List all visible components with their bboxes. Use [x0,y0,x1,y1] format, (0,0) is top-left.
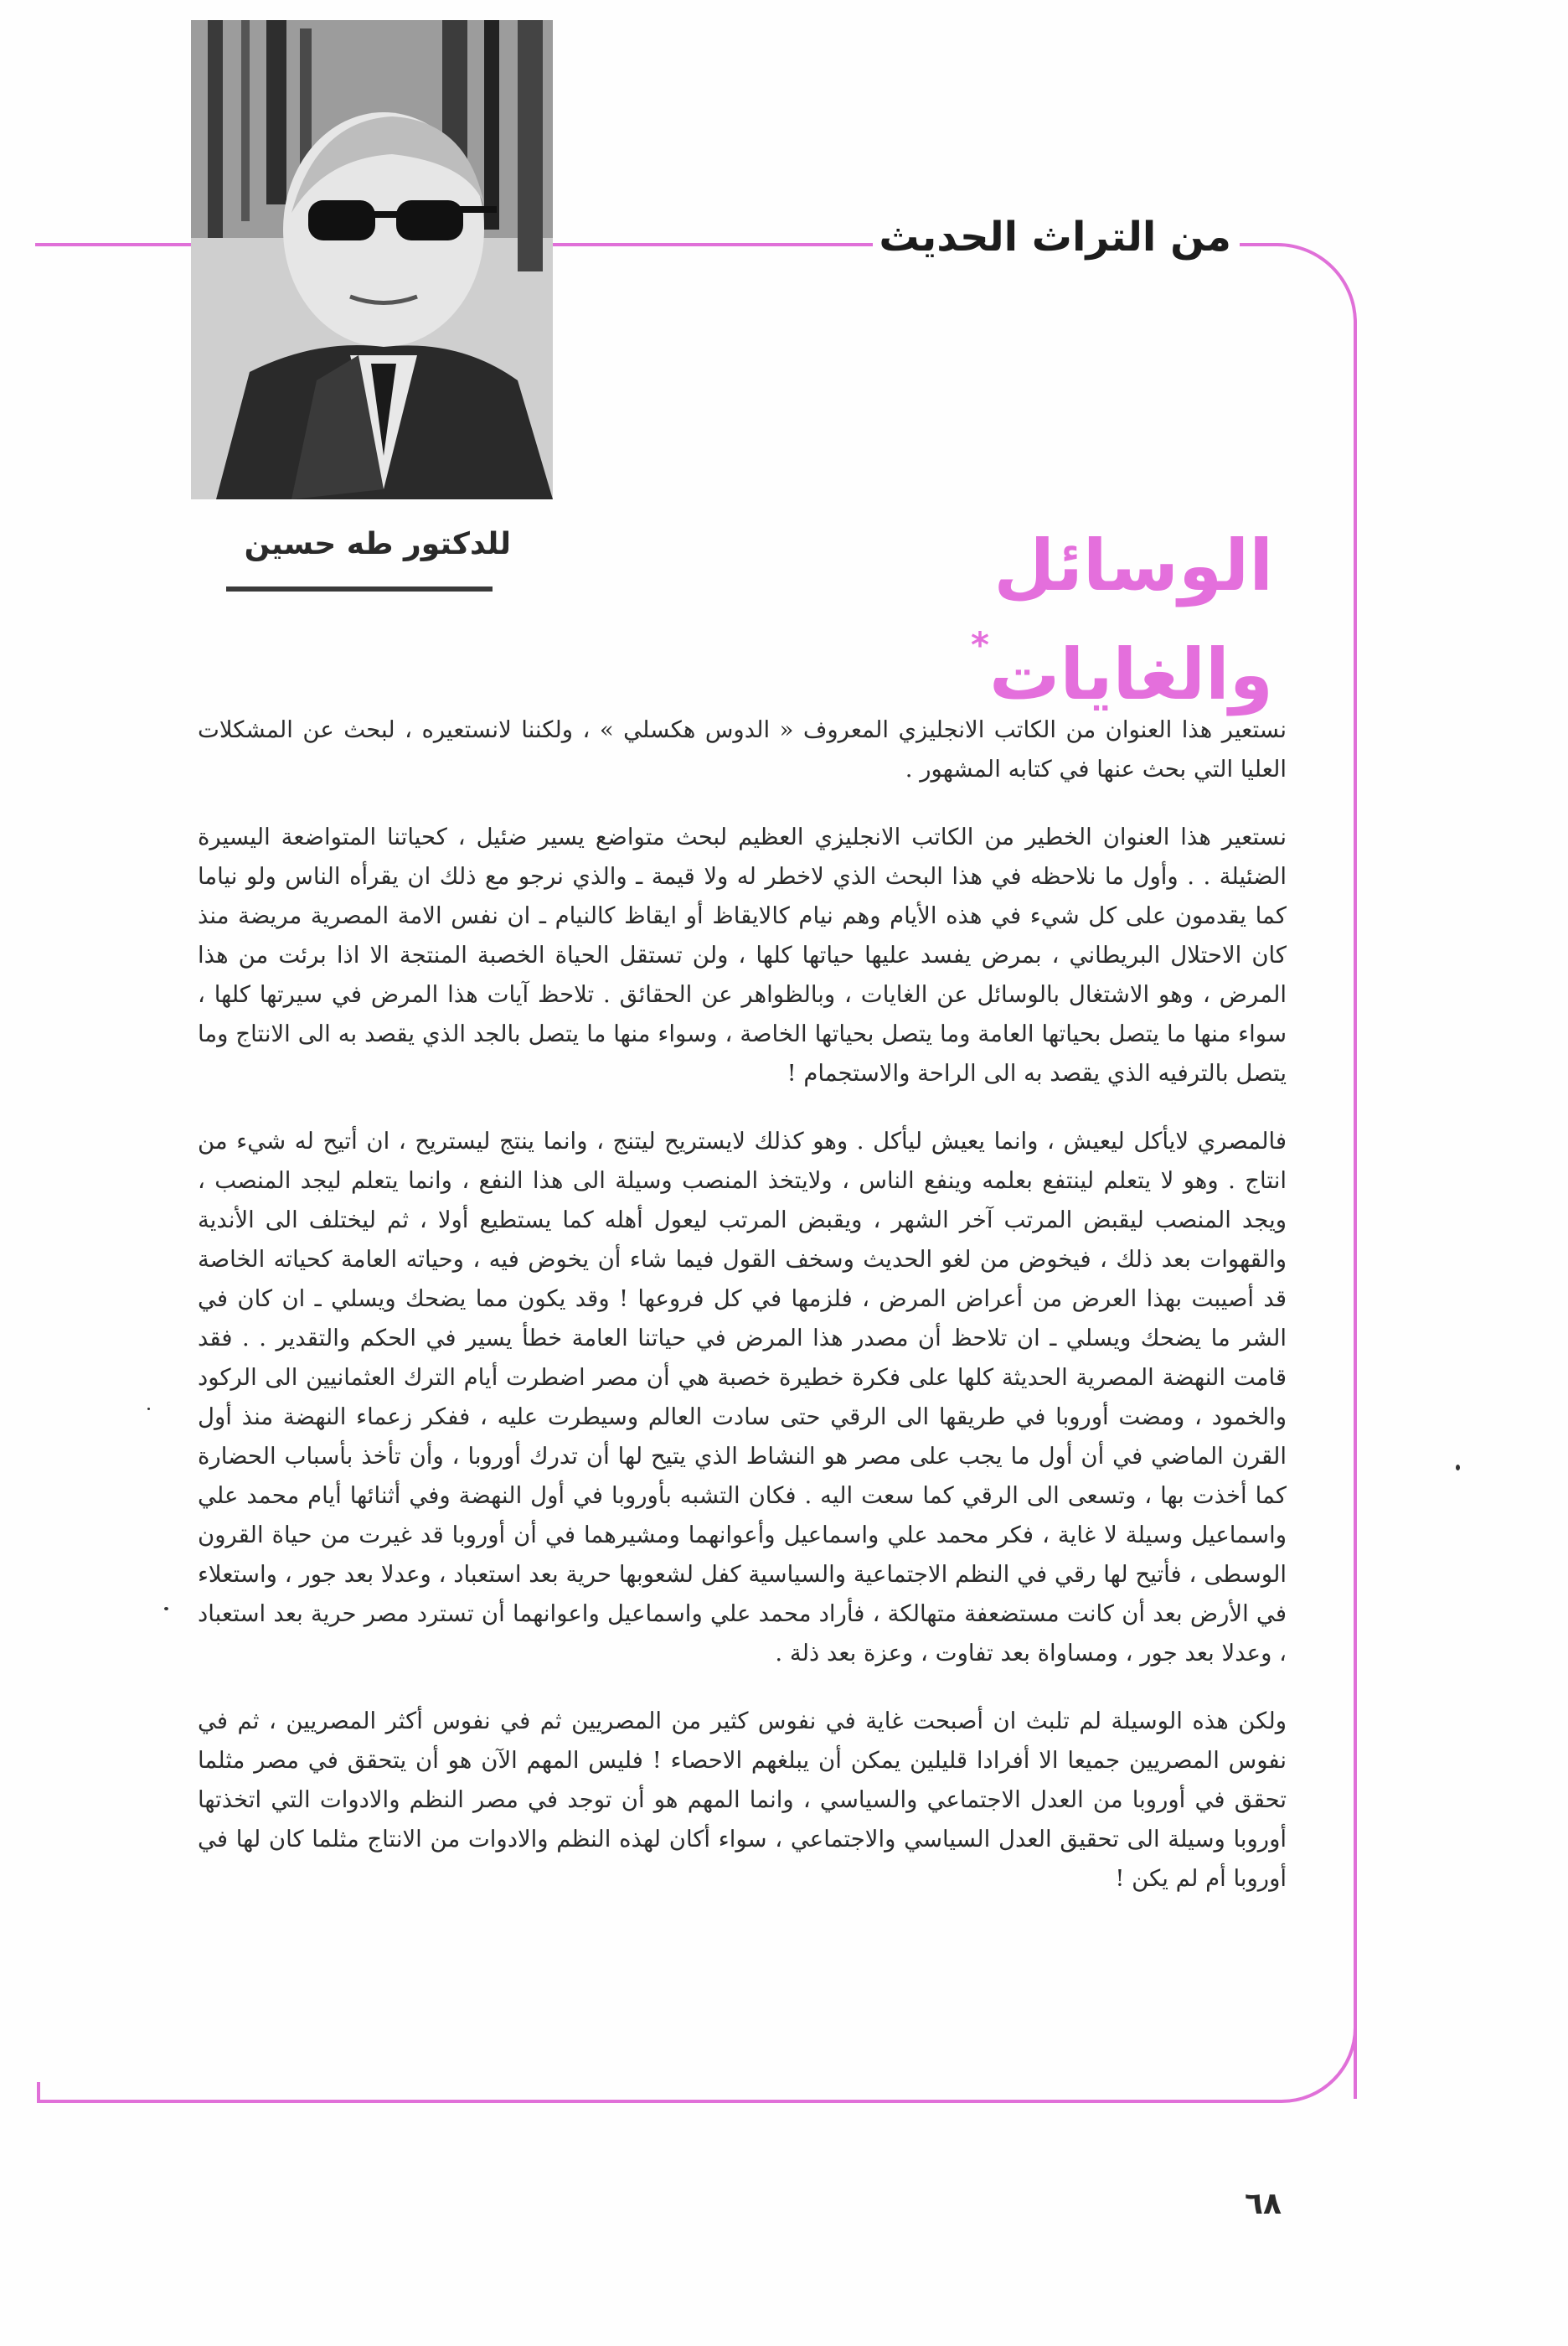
scan-speck [147,1408,150,1410]
frame-line-bottom [37,2100,1277,2103]
frame-line-top-right [546,243,873,246]
title-footnote-mark: * [971,624,989,665]
paragraph-4: ولكن هذه الوسيلة لم تلبث ان أصبحت غاية في نفوس كثير من المصريين ثم في نفوس أكثر المصريين ، ثم في نفوس المصريين جميعا الا أفرادا قليلين يمكن أن يبلغهم الاحصاء ! فليس المهم الآن هو أن يتحقق في مصر مثلما تحقق في أوروبا من العدل الاجتماعي والسياسي ، وانما المهم هو أن توجد في مصر النظم والادوات التي اتخذتها أوروبا وسيلة الى تحقيق العدل السياسي والاجتماعي ، سواء أكان لهذه النظم والادوات من الانتاج مثلما كان لها في أوروبا أم لم يكن ! [198,1708,1287,1892]
article-body [198,711,1287,2068]
portrait-photo-icon [191,20,553,499]
section-header: من التراث الحديث [879,214,1231,261]
frame-line-right [1354,352,1357,2099]
article-title [670,511,1273,716]
author-underline [226,586,493,592]
scan-speck [1456,1465,1460,1470]
paragraph-3: فالمصري لايأكل ليعيش ، وانما يعيش ليأكل . وهو كذلك لايستريح ليتنج ، وانما ينتج ليستريح ، ان أتيح له شيء من انتاج . وهو لا يتعلم لينتفع بعلمه وينفع الناس ، ولايتخذ المنصب وسيلة الى هذا النفع ، وانما يتعلم ليجد المنصب ، ويجد المنصب ليقبض المرتب آخر الشهر ، ويقبض المرتب ليعول أهله كما يستطيع أولا ، ثم ليختلف الى الأندية والقهوات بعد ذلك ، فيخوض من لغو الحديث وسخف القول فيما شاء أن يخوض فيه ، وحياته العامة كحياته الخاصة قد أصيبت بهذا العرض من أعراض المرض ، فلزمها في كل فروعها ! وقد يكون مما يضحك ويسلي ـ ان كان في الشر ما يضحك ويسلي ـ ان تلاحظ أن مصدر هذا المرض في حياتنا العامة خطأ يسير في الحكم والتقدير . . فقد قامت النهضة المصرية الحديثة كلها على فكرة خطيرة خصبة هي أن مصر اضطرت أيام الترك العثمانيين الى الركود والخمود ، ومضت أوروبا في طريقها الى الرقي حتى سادت العالم وسيطرت عليه ، ففكر زعماء النهضة منذ أول القرن الماضي في أن أول ما يجب على مصر هو النشاط الذي يتيح لها أن تدرك أوروبا ، وأن تأخذ بأسباب الحضارة كما أخذت بها ، وتسعى الى الرقي كما سعت اليه . فكان التشبه بأوروبا في أول النهضة وفي أثنائها أيام محمد علي واسماعيل وسيلة لا غاية ، فكر محمد علي واسماعيل وأعوانهما ومشيرهما في أن أوروبا قد غيرت من حياة القرون الوسطى ، فأتيح لها رقي في النظم الاجتماعية والسياسية كفل لشعوبها حرية بعد استعباد ، وعدلا بعد جور ، واستعلاء في الأرض بعد أن كانت مستضعفة متهالكة ، فأراد محمد علي واسماعيل واعوانهما أن تسترد مصر حرية بعد استعباد ، وعدلا بعد جور ، ومساواة بعد تفاوت ، وعزة بعد ذلة . [198,1128,1287,1666]
author-name: للدكتور طه حسين [244,527,511,561]
page-number: ٦٨ [1245,2187,1282,2221]
scan-speck [164,1607,168,1610]
paragraph-1: نستعير هذا العنوان من الكاتب الانجليزي المعروف « الدوس هكسلي » ، ولكننا لانستعيره ، لبحث عن المشكلات العليا التي بحث عنها في كتابه المشهور . [198,716,1287,783]
author-portrait [191,20,553,499]
frame-line-top-left [35,243,194,246]
frame-corner-top-right [1240,243,1357,360]
frame-line-bottom-left [37,2082,40,2103]
paragraph-2: نستعير هذا العنوان الخطير من الكاتب الانجليزي العظيم لبحث متواضع يسير ضئيل ، كحياتنا المتواضعة اليسيرة الضئيلة . . وأول ما نلاحظه في هذا البحث الذي لاخطر له ولا قيمة ـ والذي نرجو مع ذلك ان يقرأه الناس ولو نياما كما يقدمون على كل شيء في هذه الأيام وهم نيام كالايقاظ أو ايقاظ كالنيام ـ ان نفس الامة المصرية مريضة منذ كان الاحتلال البريطاني ، بمرض يفسد عليها حياتها كلها ، ولن تستقل الحياة الخصبة المنتجة الا اذا برئت من هذا المرض ، وهو الاشتغال بالوسائل عن الغايات ، وبالظواهر عن الحقائق . تلاحظ آيات هذا المرض في سيرتها كلها ، سواء منها ما يتصل بحياتها العامة وما يتصل بحياتها الخاصة ، وسواء منها ما يتصل بالجد الذي يقصد به الى الانتاج وما يتصل بالترفيه الذي يقصد به الى الراحة والاستجمام ! [198,824,1287,1087]
title-text: الوسائل والغايات [989,524,1273,716]
